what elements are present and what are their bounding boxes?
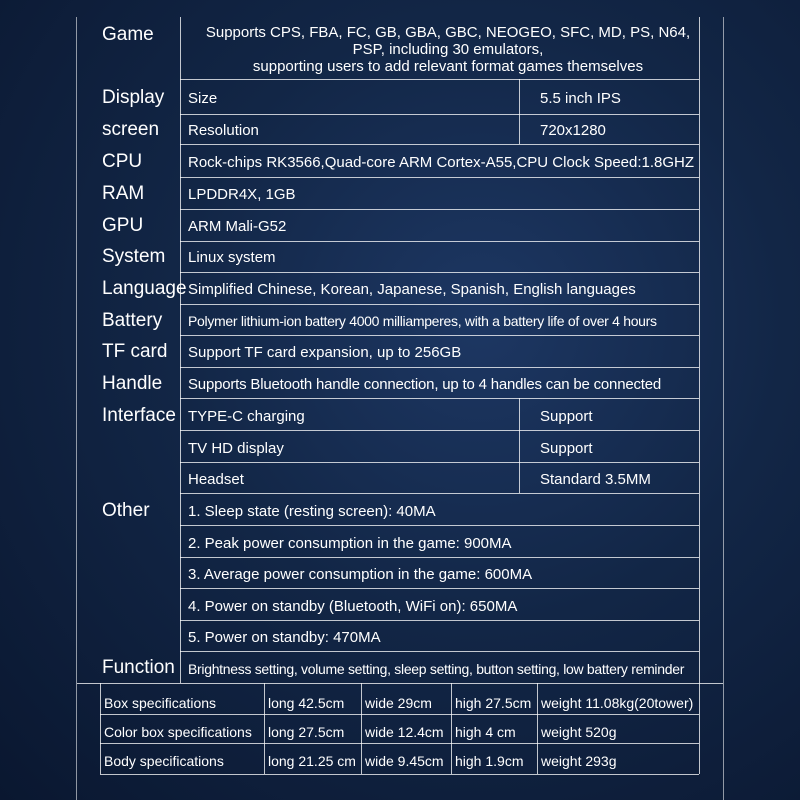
other-item: 5. Power on standby: 470MA — [188, 629, 381, 646]
other-item: 3. Average power consumption in the game: 600MA — [188, 566, 533, 583]
row-divider — [180, 144, 699, 145]
row-divider — [180, 335, 699, 336]
spec-weight: weight 11.08kg(20tower) — [541, 695, 694, 711]
tfcard-label: TF card — [102, 341, 168, 362]
battery-value: Polymer lithium-ion battery 4000 milliamperes, with a battery life of over 4 hours — [188, 313, 657, 329]
display-resolution-label: Resolution — [188, 122, 259, 139]
spec-sheet — [76, 17, 724, 800]
row-divider — [180, 462, 699, 463]
row-divider — [180, 651, 699, 652]
column-divider — [519, 398, 520, 493]
other-item: 2. Peak power consumption in the game: 900MA — [188, 535, 512, 552]
spec-column-divider — [537, 683, 538, 774]
spec-column-divider — [699, 683, 700, 774]
ram-value: LPDDR4X, 1GB — [188, 186, 296, 203]
spec-name: Body specifications — [104, 753, 224, 769]
spec-divider — [100, 743, 699, 744]
row-divider — [180, 493, 699, 494]
spec-long: long 27.5cm — [268, 724, 345, 740]
row-divider — [180, 398, 699, 399]
game-line-3: supporting users to add relevant format games themselves — [252, 58, 644, 75]
gpu-label: GPU — [102, 215, 144, 236]
spec-wide: wide 29cm — [365, 695, 432, 711]
interface-item-name: TV HD display — [188, 440, 284, 457]
spec-long: long 21.25 cm — [268, 753, 356, 769]
display-resolution-value: 720x1280 — [540, 122, 606, 139]
spec-wide: wide 9.45cm — [365, 753, 444, 769]
interface-item-value: Support — [540, 440, 593, 457]
row-divider — [180, 620, 699, 621]
other-item: 1. Sleep state (resting screen): 40MA — [188, 503, 436, 520]
interface-item-name: Headset — [188, 471, 244, 488]
display-label-line-2: screen — [102, 119, 160, 140]
column-divider — [699, 17, 700, 683]
spec-name: Box specifications — [104, 695, 217, 711]
cpu-label: CPU — [102, 151, 143, 172]
spec-high: high 27.5cm — [455, 695, 532, 711]
game-line-2: PSP, including 30 emulators, — [352, 41, 544, 58]
handle-label: Handle — [102, 373, 163, 394]
spec-column-divider — [264, 683, 265, 774]
system-value: Linux system — [188, 249, 276, 266]
spec-name: Color box specifications — [104, 724, 252, 740]
language-label: Language — [102, 278, 187, 299]
spec-high: high 1.9cm — [455, 753, 524, 769]
spec-weight: weight 520g — [541, 724, 617, 740]
cpu-value: Rock-chips RK3566,Quad-core ARM Cortex-A55,CPU Clock Speed:1.8GHZ — [188, 154, 695, 171]
row-divider — [180, 557, 699, 558]
row-divider — [180, 241, 699, 242]
game-label: Game — [102, 24, 154, 45]
battery-label: Battery — [102, 310, 163, 331]
language-value: Simplified Chinese, Korean, Japanese, Spanish, English languages — [188, 281, 636, 298]
tfcard-value: Support TF card expansion, up to 256GB — [188, 344, 462, 361]
row-divider — [180, 430, 699, 431]
row-divider — [77, 683, 723, 684]
spec-column-divider — [100, 683, 101, 774]
spec-wide: wide 12.4cm — [365, 724, 444, 740]
gpu-value: ARM Mali-G52 — [188, 218, 287, 235]
handle-value: Supports Bluetooth handle connection, up to 4 handles can be connected — [188, 376, 662, 393]
spec-divider — [100, 714, 699, 715]
other-item: 4. Power on standby (Bluetooth, WiFi on): 650MA — [188, 598, 518, 615]
row-divider — [180, 79, 699, 80]
row-divider — [180, 209, 699, 210]
other-label: Other — [102, 500, 150, 521]
interface-item-value: Support — [540, 408, 593, 425]
function-label: Function — [102, 657, 175, 678]
row-divider — [180, 177, 699, 178]
spec-long: long 42.5cm — [268, 695, 345, 711]
spec-high: high 4 cm — [455, 724, 516, 740]
column-divider — [180, 17, 181, 683]
display-size-value: 5.5 inch IPS — [540, 90, 621, 107]
row-divider — [180, 114, 699, 115]
display-size-label: Size — [188, 90, 218, 107]
game-line-1: Supports CPS, FBA, FC, GB, GBA, GBC, NEOGEO, SFC, MD, PS, N64, — [205, 24, 691, 41]
row-divider — [180, 272, 699, 273]
interface-label: Interface — [102, 405, 176, 426]
row-divider — [180, 304, 699, 305]
spec-weight: weight 293g — [541, 753, 617, 769]
spec-column-divider — [451, 683, 452, 774]
ram-label: RAM — [102, 183, 145, 204]
display-label-line-1: Display — [102, 87, 165, 108]
system-label: System — [102, 246, 166, 267]
row-divider — [180, 525, 699, 526]
interface-item-name: TYPE-C charging — [188, 408, 305, 425]
column-divider — [519, 79, 520, 144]
row-divider — [180, 367, 699, 368]
row-divider — [180, 588, 699, 589]
spec-column-divider — [361, 683, 362, 774]
function-value: Brightness setting, volume setting, sleep setting, button setting, low battery reminder — [188, 661, 685, 677]
interface-item-value: Standard 3.5MM — [540, 471, 651, 488]
spec-divider — [100, 774, 699, 775]
